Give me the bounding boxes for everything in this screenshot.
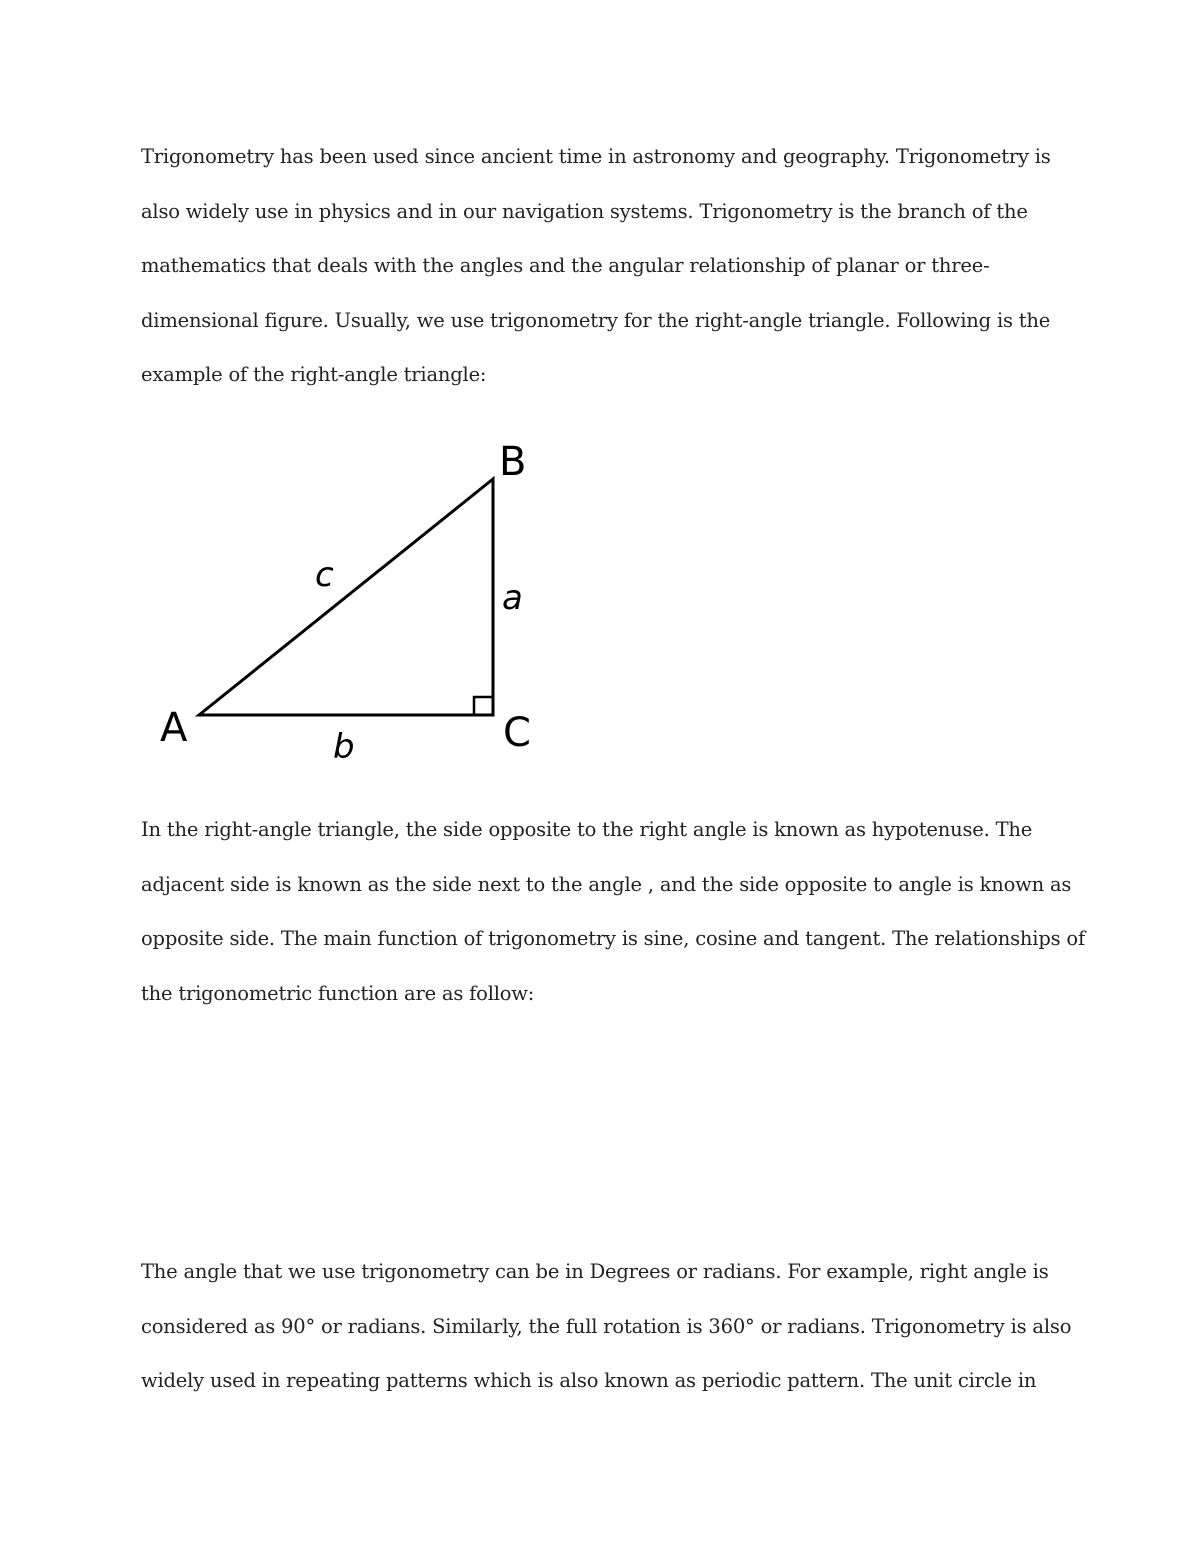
- text-line: also widely use in physics and in our navigation systems. Trigonometry is the branch of the: [141, 199, 1028, 223]
- text-line: considered as 90° or radians. Similarly, the full rotation is 360° or radians. Trigonometry is also: [141, 1314, 1072, 1338]
- text-line: widely used in repeating patterns which is also known as periodic pattern. The unit circle in: [141, 1369, 1037, 1392]
- side-label-c: c: [315, 555, 334, 595]
- vertex-label-a: A: [160, 705, 188, 751]
- text-line: opposite side. The main function of trigonometry is sine, cosine and tangent. The relationships of: [141, 927, 1085, 950]
- angle-units-paragraph: [141, 1245, 1081, 1409]
- right-angle-marker: [474, 697, 493, 715]
- intro-paragraph: [141, 130, 1081, 403]
- text-line: mathematics that deals with the angles and the angular relationship of planar or three-: [141, 254, 990, 277]
- hypotenuse-paragraph: [141, 803, 1085, 1021]
- right-triangle-diagram: [150, 430, 550, 780]
- text-line: example of the right-angle triangle:: [141, 363, 487, 386]
- vertex-label-c: C: [503, 710, 531, 756]
- text-line: the trigonometric function are as follow:: [141, 981, 535, 1005]
- side-label-a: a: [502, 578, 523, 618]
- text-line: adjacent side is known as the side next to the angle , and the side opposite to angle is known as: [141, 872, 1072, 896]
- vertex-label-b: B: [499, 439, 527, 485]
- right-triangle-figure: [150, 430, 550, 780]
- text-line: Trigonometry has been used since ancient time in astronomy and geography. Trigonometry is: [141, 145, 1051, 168]
- side-label-b: b: [333, 727, 355, 767]
- text-line: dimensional figure. Usually, we use trigonometry for the right-angle triangle. Following is the: [141, 308, 1051, 332]
- text-line: The angle that we use trigonometry can be in Degrees or radians. For example, right angle is: [141, 1260, 1049, 1283]
- text-line: In the right-angle triangle, the side opposite to the right angle is known as hypotenuse. The: [141, 818, 1033, 841]
- triangle-outline: [199, 479, 493, 715]
